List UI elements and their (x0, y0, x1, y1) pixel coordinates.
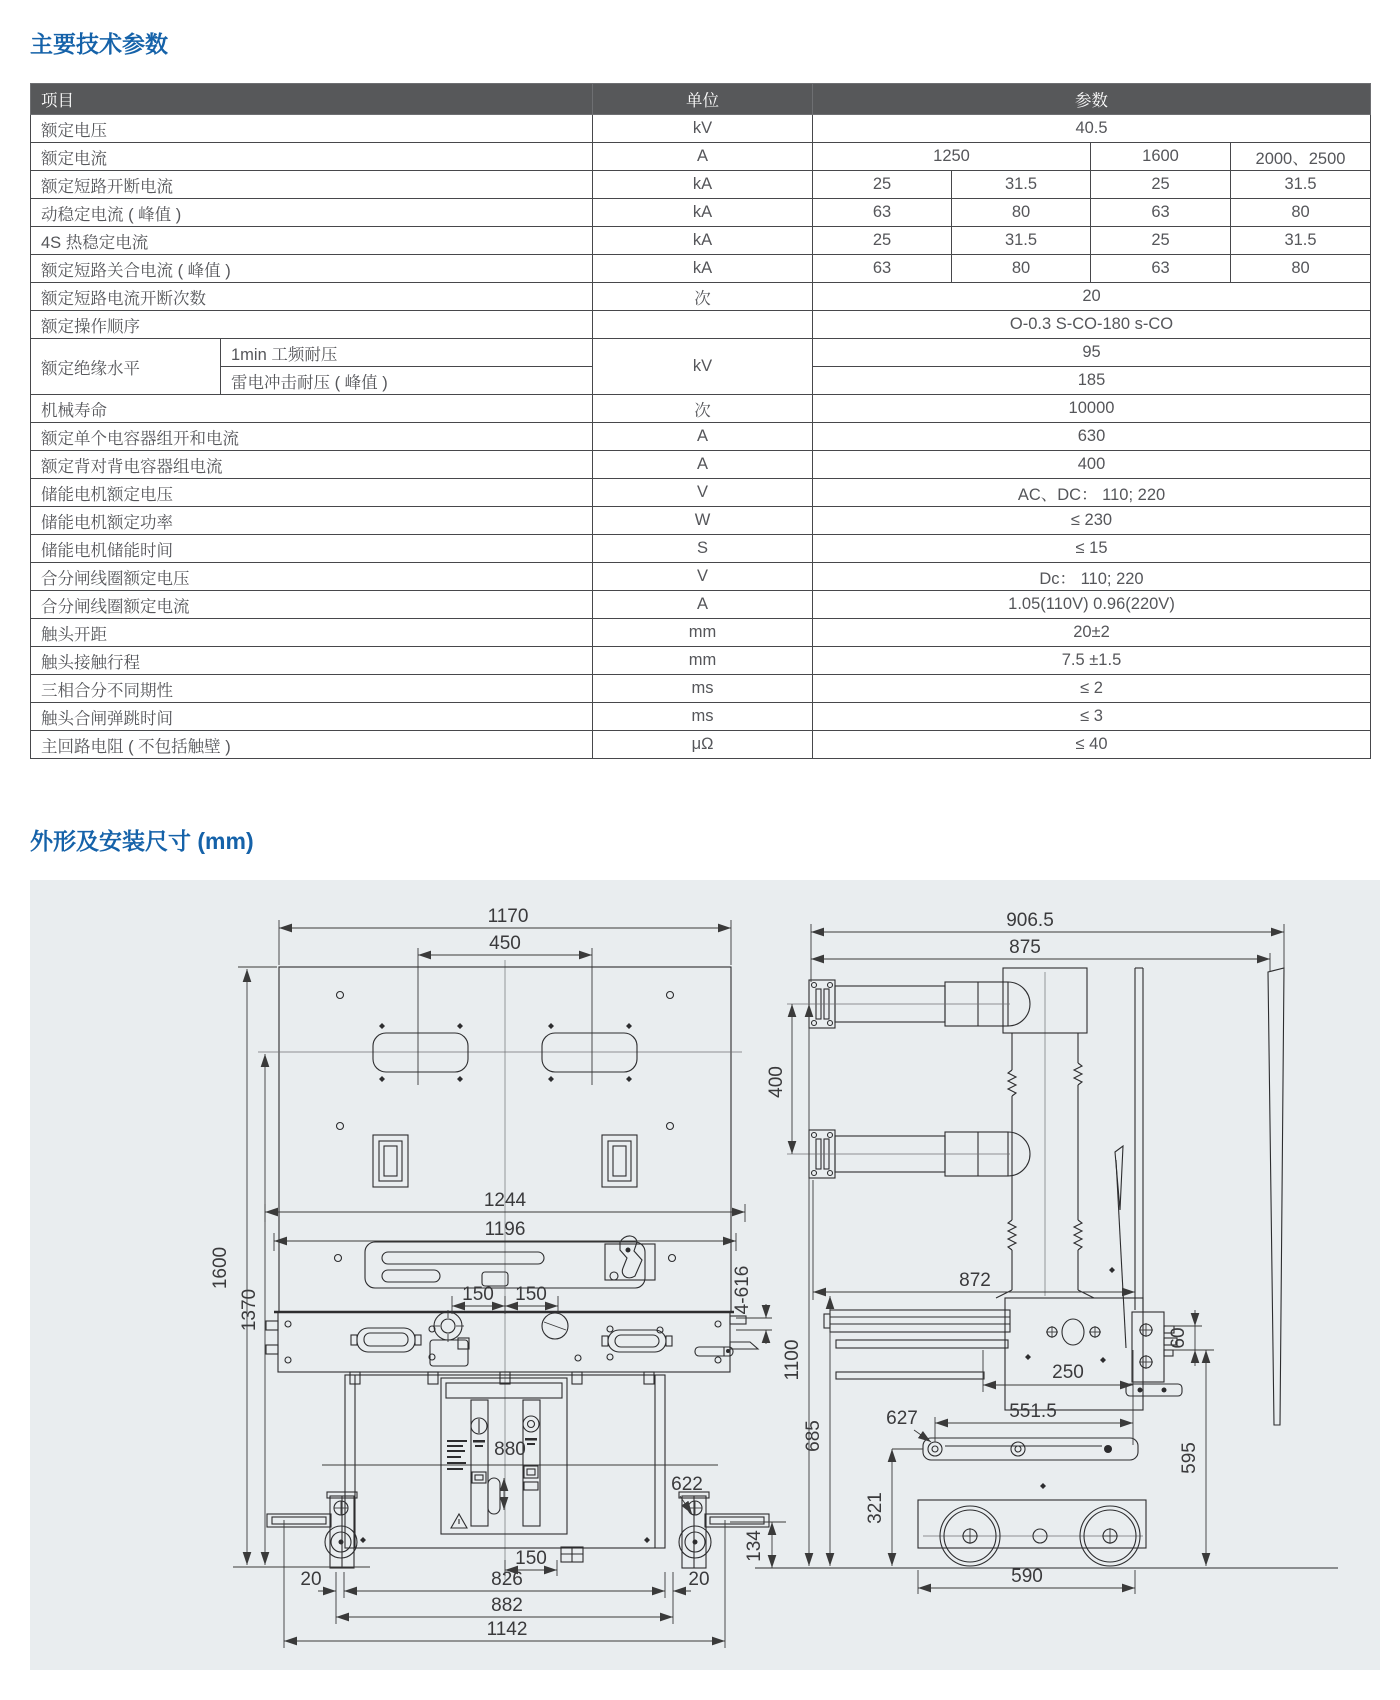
unit-cell: kA (593, 171, 813, 199)
unit-cell: S (593, 535, 813, 563)
row-label-cell: 储能电机额定电压 (31, 479, 593, 507)
dim-label: 1370 (239, 1288, 260, 1332)
row-label-cell: 额定电流 (31, 143, 593, 171)
value-cell: 2000、2500 (1231, 143, 1371, 171)
unit-cell: mm (593, 647, 813, 675)
value-cell: 25 (813, 171, 952, 199)
dim-label: 551.5 (1009, 1401, 1057, 1422)
value-cell: ≤ 230 (813, 507, 1371, 535)
value-cell: ≤ 3 (813, 703, 1371, 731)
dim-label: 1142 (486, 1619, 528, 1640)
dim-label: 250 (1052, 1362, 1084, 1383)
table-row (31, 339, 1371, 367)
value-cell: 25 (813, 227, 952, 255)
value-cell: 63 (1091, 199, 1231, 227)
value-cell: 63 (813, 199, 952, 227)
dim-label: 20 (688, 1569, 710, 1590)
value-cell: 20 (813, 283, 1371, 311)
row-label-cell: 额定操作顺序 (31, 311, 593, 339)
dim-label: 134 (744, 1530, 765, 1562)
table-row (31, 115, 1371, 143)
table-row (31, 703, 1371, 731)
dim-label: 20 (300, 1569, 322, 1590)
dim-label: 150 (462, 1284, 494, 1305)
row-label-cell: 额定背对背电容器组电流 (31, 451, 593, 479)
unit-cell: mm (593, 619, 813, 647)
row-sublabel-cell: 1min 工频耐压 (221, 339, 593, 367)
unit-cell: ms (593, 703, 813, 731)
row-label-cell: 4S 热稳定电流 (31, 227, 593, 255)
table-row (31, 591, 1371, 619)
unit-cell: V (593, 479, 813, 507)
param-table (30, 83, 1371, 759)
dim-label: 1244 (483, 1190, 527, 1211)
value-cell: 80 (952, 255, 1091, 283)
unit-cell: kV (593, 339, 813, 395)
table-row (31, 507, 1371, 535)
value-cell: AC、DC： 110; 220 (813, 479, 1371, 507)
dim-label: 150 (515, 1284, 547, 1305)
row-label-cell: 储能电机额定功率 (31, 507, 593, 535)
header-item: 项目 (31, 84, 593, 115)
value-cell: 63 (813, 255, 952, 283)
table-row (31, 311, 1371, 339)
unit-cell: A (593, 143, 813, 171)
value-cell: ≤ 15 (813, 535, 1371, 563)
value-cell: Dc： 110; 220 (813, 563, 1371, 591)
value-cell: 400 (813, 451, 1371, 479)
side-view-dimensions (730, 910, 1284, 1594)
value-cell: 1250 (813, 143, 1091, 171)
unit-cell (593, 311, 813, 339)
front-view (210, 906, 772, 1648)
table-row (31, 227, 1371, 255)
unit-cell: 次 (593, 395, 813, 423)
unit-cell: 次 (593, 283, 813, 311)
table-row (31, 479, 1371, 507)
dim-label: 595 (1179, 1442, 1200, 1474)
table-row (31, 647, 1371, 675)
value-cell: 95 (813, 339, 1371, 367)
section-title-dimensions: 外形及安装尺寸 (mm) (30, 828, 254, 854)
row-label-cell: 触头接触行程 (31, 647, 593, 675)
row-label-cell: 额定短路电流开断次数 (31, 283, 593, 311)
unit-cell: μΩ (593, 731, 813, 759)
dim-label: 826 (491, 1569, 523, 1590)
value-cell: ≤ 40 (813, 731, 1371, 759)
value-cell: 31.5 (1231, 171, 1371, 199)
header-param: 参数 (813, 84, 1371, 115)
table-row (31, 563, 1371, 591)
table-row (31, 143, 1371, 171)
unit-cell: kA (593, 227, 813, 255)
unit-cell: V (593, 563, 813, 591)
value-cell: 80 (952, 199, 1091, 227)
side-view-outline (755, 968, 1338, 1568)
value-cell: 25 (1091, 227, 1231, 255)
row-label-cell: 触头开距 (31, 619, 593, 647)
row-label-cell: 主回路电阻 ( 不包括触壁 ) (31, 731, 593, 759)
dim-label: 150 (515, 1548, 547, 1569)
dim-label: 4-616 (732, 1265, 753, 1315)
table-row (31, 171, 1371, 199)
value-cell: 25 (1091, 171, 1231, 199)
value-cell: 10000 (813, 395, 1371, 423)
dim-label: 622 (671, 1474, 703, 1495)
dim-label: 60 (1168, 1327, 1189, 1349)
table-row (31, 283, 1371, 311)
dim-label: 321 (865, 1492, 886, 1524)
row-label-cell: 额定绝缘水平 (31, 339, 221, 395)
row-sublabel-cell: 雷电冲击耐压 ( 峰值 ) (221, 367, 593, 395)
value-cell: 31.5 (952, 171, 1091, 199)
table-header-row (31, 84, 1371, 115)
row-label-cell: 三相合分不同期性 (31, 675, 593, 703)
value-cell: 31.5 (952, 227, 1091, 255)
value-cell: 630 (813, 423, 1371, 451)
row-label-cell: 额定电压 (31, 115, 593, 143)
dim-label: 1600 (210, 1246, 231, 1290)
unit-cell: A (593, 423, 813, 451)
dim-label: 1170 (487, 906, 529, 927)
value-cell: ≤ 2 (813, 675, 1371, 703)
table-row (31, 535, 1371, 563)
header-unit: 单位 (593, 84, 813, 115)
value-cell: 20±2 (813, 619, 1371, 647)
unit-cell: A (593, 451, 813, 479)
value-cell: 185 (813, 367, 1371, 395)
dim-label: 1100 (782, 1339, 803, 1381)
unit-cell: W (593, 507, 813, 535)
value-cell: 63 (1091, 255, 1231, 283)
value-cell: 7.5 ±1.5 (813, 647, 1371, 675)
front-view-dimensions (210, 906, 772, 1648)
dim-label: 872 (959, 1270, 991, 1291)
section-title-params: 主要技术参数 (30, 31, 168, 57)
row-label-cell: 动稳定电流 ( 峰值 ) (31, 199, 593, 227)
unit-cell: ms (593, 675, 813, 703)
row-label-cell: 合分闸线圈额定电压 (31, 563, 593, 591)
value-cell: 1600 (1091, 143, 1231, 171)
row-label-cell: 储能电机储能时间 (31, 535, 593, 563)
value-cell: 31.5 (1231, 227, 1371, 255)
table-row (31, 395, 1371, 423)
dim-label: 590 (1011, 1566, 1043, 1587)
dim-label: 1196 (484, 1219, 526, 1240)
table-row (31, 619, 1371, 647)
table-row (31, 423, 1371, 451)
row-label-cell: 触头合闸弹跳时间 (31, 703, 593, 731)
dim-label: 875 (1009, 937, 1041, 958)
dim-label: 906.5 (1006, 910, 1054, 931)
table-row (31, 731, 1371, 759)
unit-cell: kA (593, 255, 813, 283)
table-row (31, 199, 1371, 227)
dim-label: 400 (766, 1066, 787, 1098)
table-row (31, 451, 1371, 479)
value-cell: 1.05(110V) 0.96(220V) (813, 591, 1371, 619)
value-cell: 80 (1231, 255, 1371, 283)
value-cell: 40.5 (813, 115, 1371, 143)
dim-label: 880 (494, 1439, 526, 1460)
unit-cell: A (593, 591, 813, 619)
unit-cell: kV (593, 115, 813, 143)
row-label-cell: 额定短路开断电流 (31, 171, 593, 199)
side-view (730, 910, 1338, 1594)
table-row (31, 255, 1371, 283)
table-row (31, 675, 1371, 703)
row-label-cell: 额定短路关合电流 ( 峰值 ) (31, 255, 593, 283)
value-cell: 80 (1231, 199, 1371, 227)
dim-label: 627 (886, 1408, 918, 1429)
dimension-drawing (30, 880, 1380, 1670)
dim-label: 685 (803, 1420, 824, 1452)
dim-label: 882 (491, 1595, 523, 1616)
row-label-cell: 合分闸线圈额定电流 (31, 591, 593, 619)
row-label-cell: 机械寿命 (31, 395, 593, 423)
value-cell: O-0.3 S-CO-180 s-CO (813, 311, 1371, 339)
row-label-cell: 额定单个电容器组开和电流 (31, 423, 593, 451)
unit-cell: kA (593, 199, 813, 227)
dim-label: 450 (489, 933, 521, 954)
